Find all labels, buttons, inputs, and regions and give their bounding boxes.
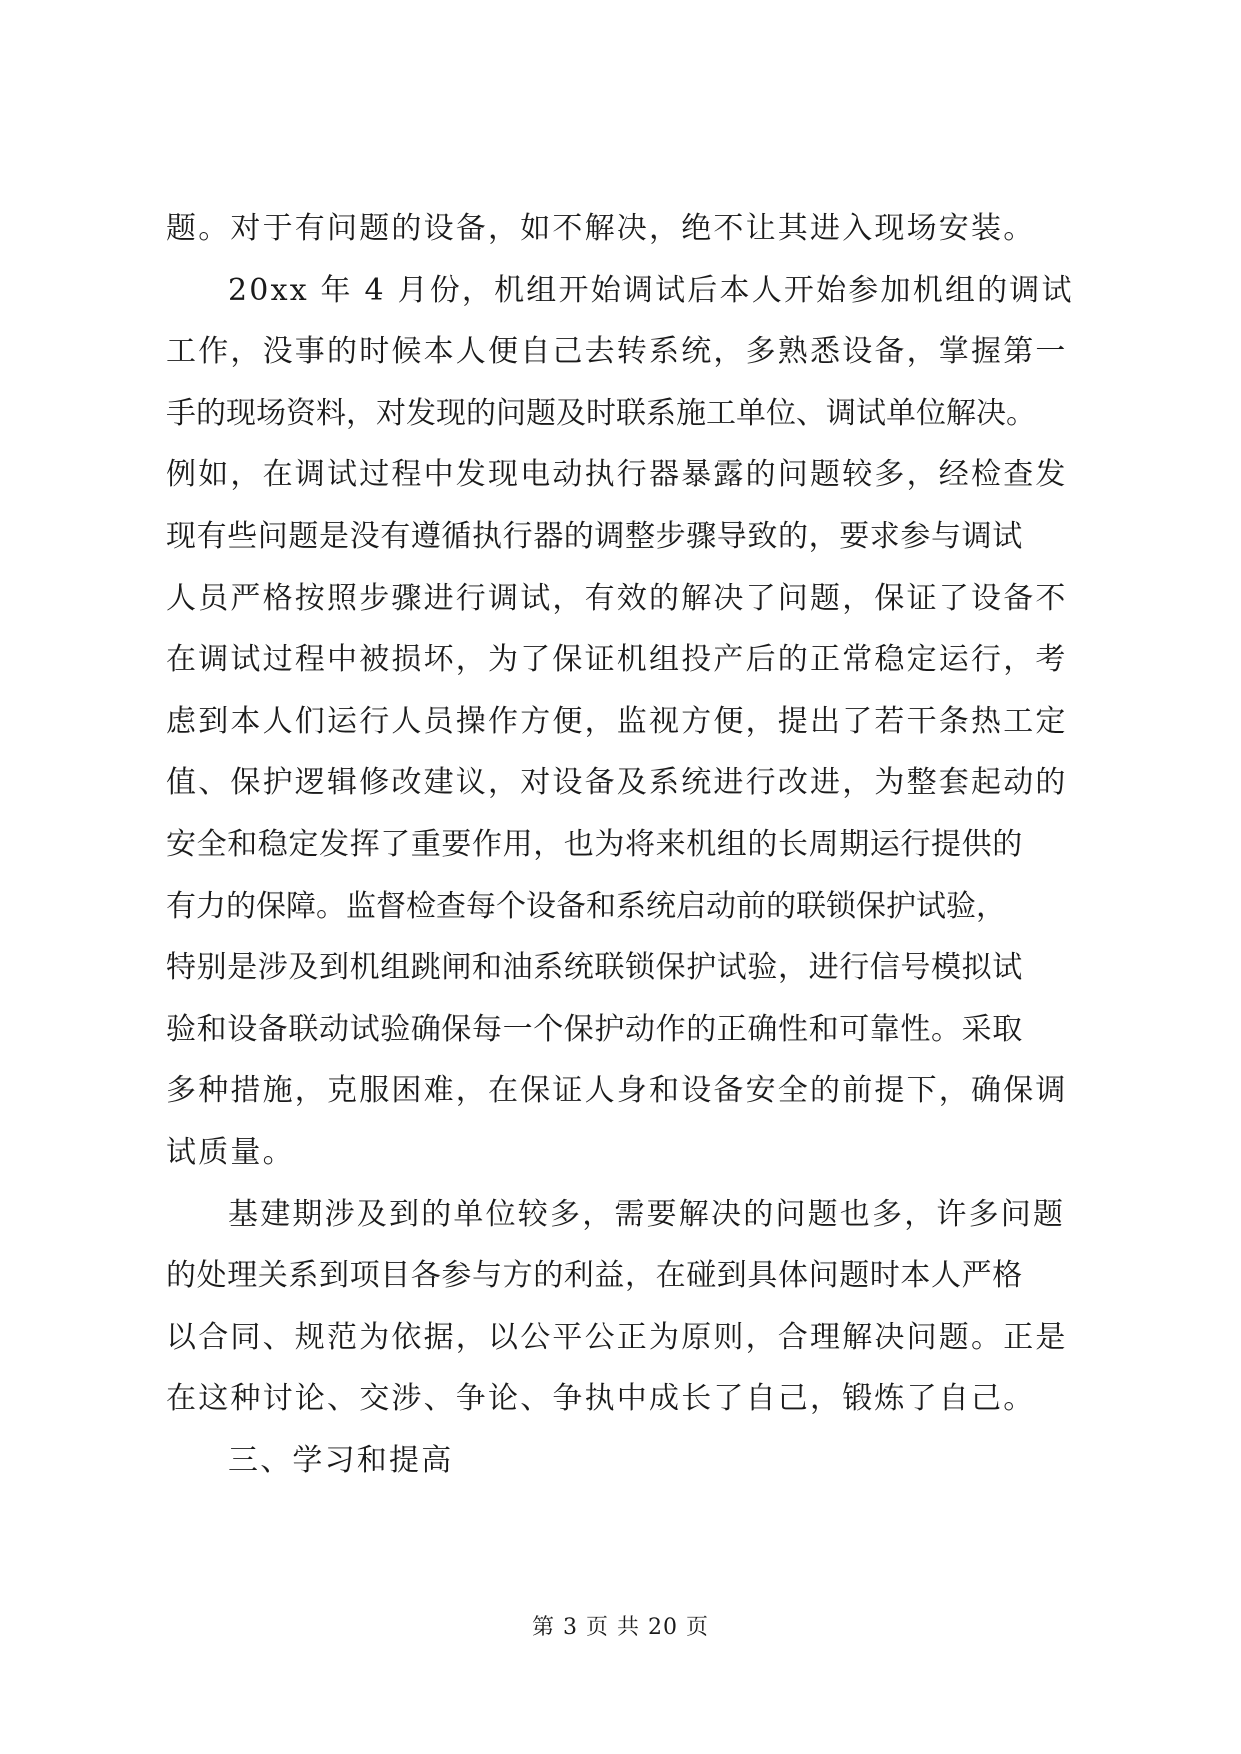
text-line: 现有些问题是没有遵循执行器的调整步骤导致的，要求参与调试 <box>166 518 1023 554</box>
text-line: 有力的保障。监督检查每个设备和系统启动前的联锁保护试验， <box>166 888 1006 924</box>
text-line: 例如，在调试过程中发现电动执行器暴露的问题较多，经检查发 <box>166 457 1068 493</box>
text-line: 的处理关系到项目各参与方的利益，在碰到具体问题时本人严格 <box>166 1258 1023 1294</box>
text-line: 多种措施，克服困难，在保证人身和设备安全的前提下，确保调 <box>166 1073 1068 1109</box>
text-line: 基建期涉及到的单位较多，需要解决的问题也多，许多问题 <box>228 1196 1066 1232</box>
body-text <box>166 198 1096 1491</box>
text-line: 验和设备联动试验确保每一个保护动作的正确性和可靠性。采取 <box>166 1011 1023 1047</box>
text-line: 手的现场资料，对发现的问题及时联系施工单位、调试单位解决。 <box>166 395 1036 431</box>
text-line: 试质量。 <box>166 1134 295 1170</box>
text-line: 人员严格按照步骤进行调试，有效的解决了问题，保证了设备不 <box>166 580 1068 616</box>
section-heading: 三、学习和提高 <box>228 1442 454 1478</box>
text-line: 安全和稳定发挥了重要作用，也为将来机组的长周期运行提供的 <box>166 826 1023 862</box>
text-line: 在调试过程中被损坏，为了保证机组投产后的正常稳定运行，考 <box>166 642 1068 678</box>
text-line: 以合同、规范为依据，以公平公正为原则，合理解决问题。正是 <box>166 1319 1068 1355</box>
text-line: 20xx 年 4 月份，机组开始调试后本人开始参加机组的调试 <box>228 272 1074 308</box>
text-line: 题。对于有问题的设备，如不解决，绝不让其进入现场安装。 <box>166 211 1036 246</box>
text-line: 值、保护逻辑修改建议，对设备及系统进行改进，为整套起动的 <box>166 765 1068 801</box>
text-line: 在这种讨论、交涉、争论、争执中成长了自己，锻炼了自己。 <box>166 1381 1036 1417</box>
text-line: 特别是涉及到机组跳闸和油系统联锁保护试验，进行信号模拟试 <box>166 950 1023 986</box>
page-footer: 第 3 页 共 20 页 <box>532 1615 709 1640</box>
text-line: 工作，没事的时候本人便自己去转系统，多熟悉设备，掌握第一 <box>166 334 1068 370</box>
text-line: 虑到本人们运行人员操作方便，监视方便，提出了若干条热工定 <box>166 703 1068 739</box>
